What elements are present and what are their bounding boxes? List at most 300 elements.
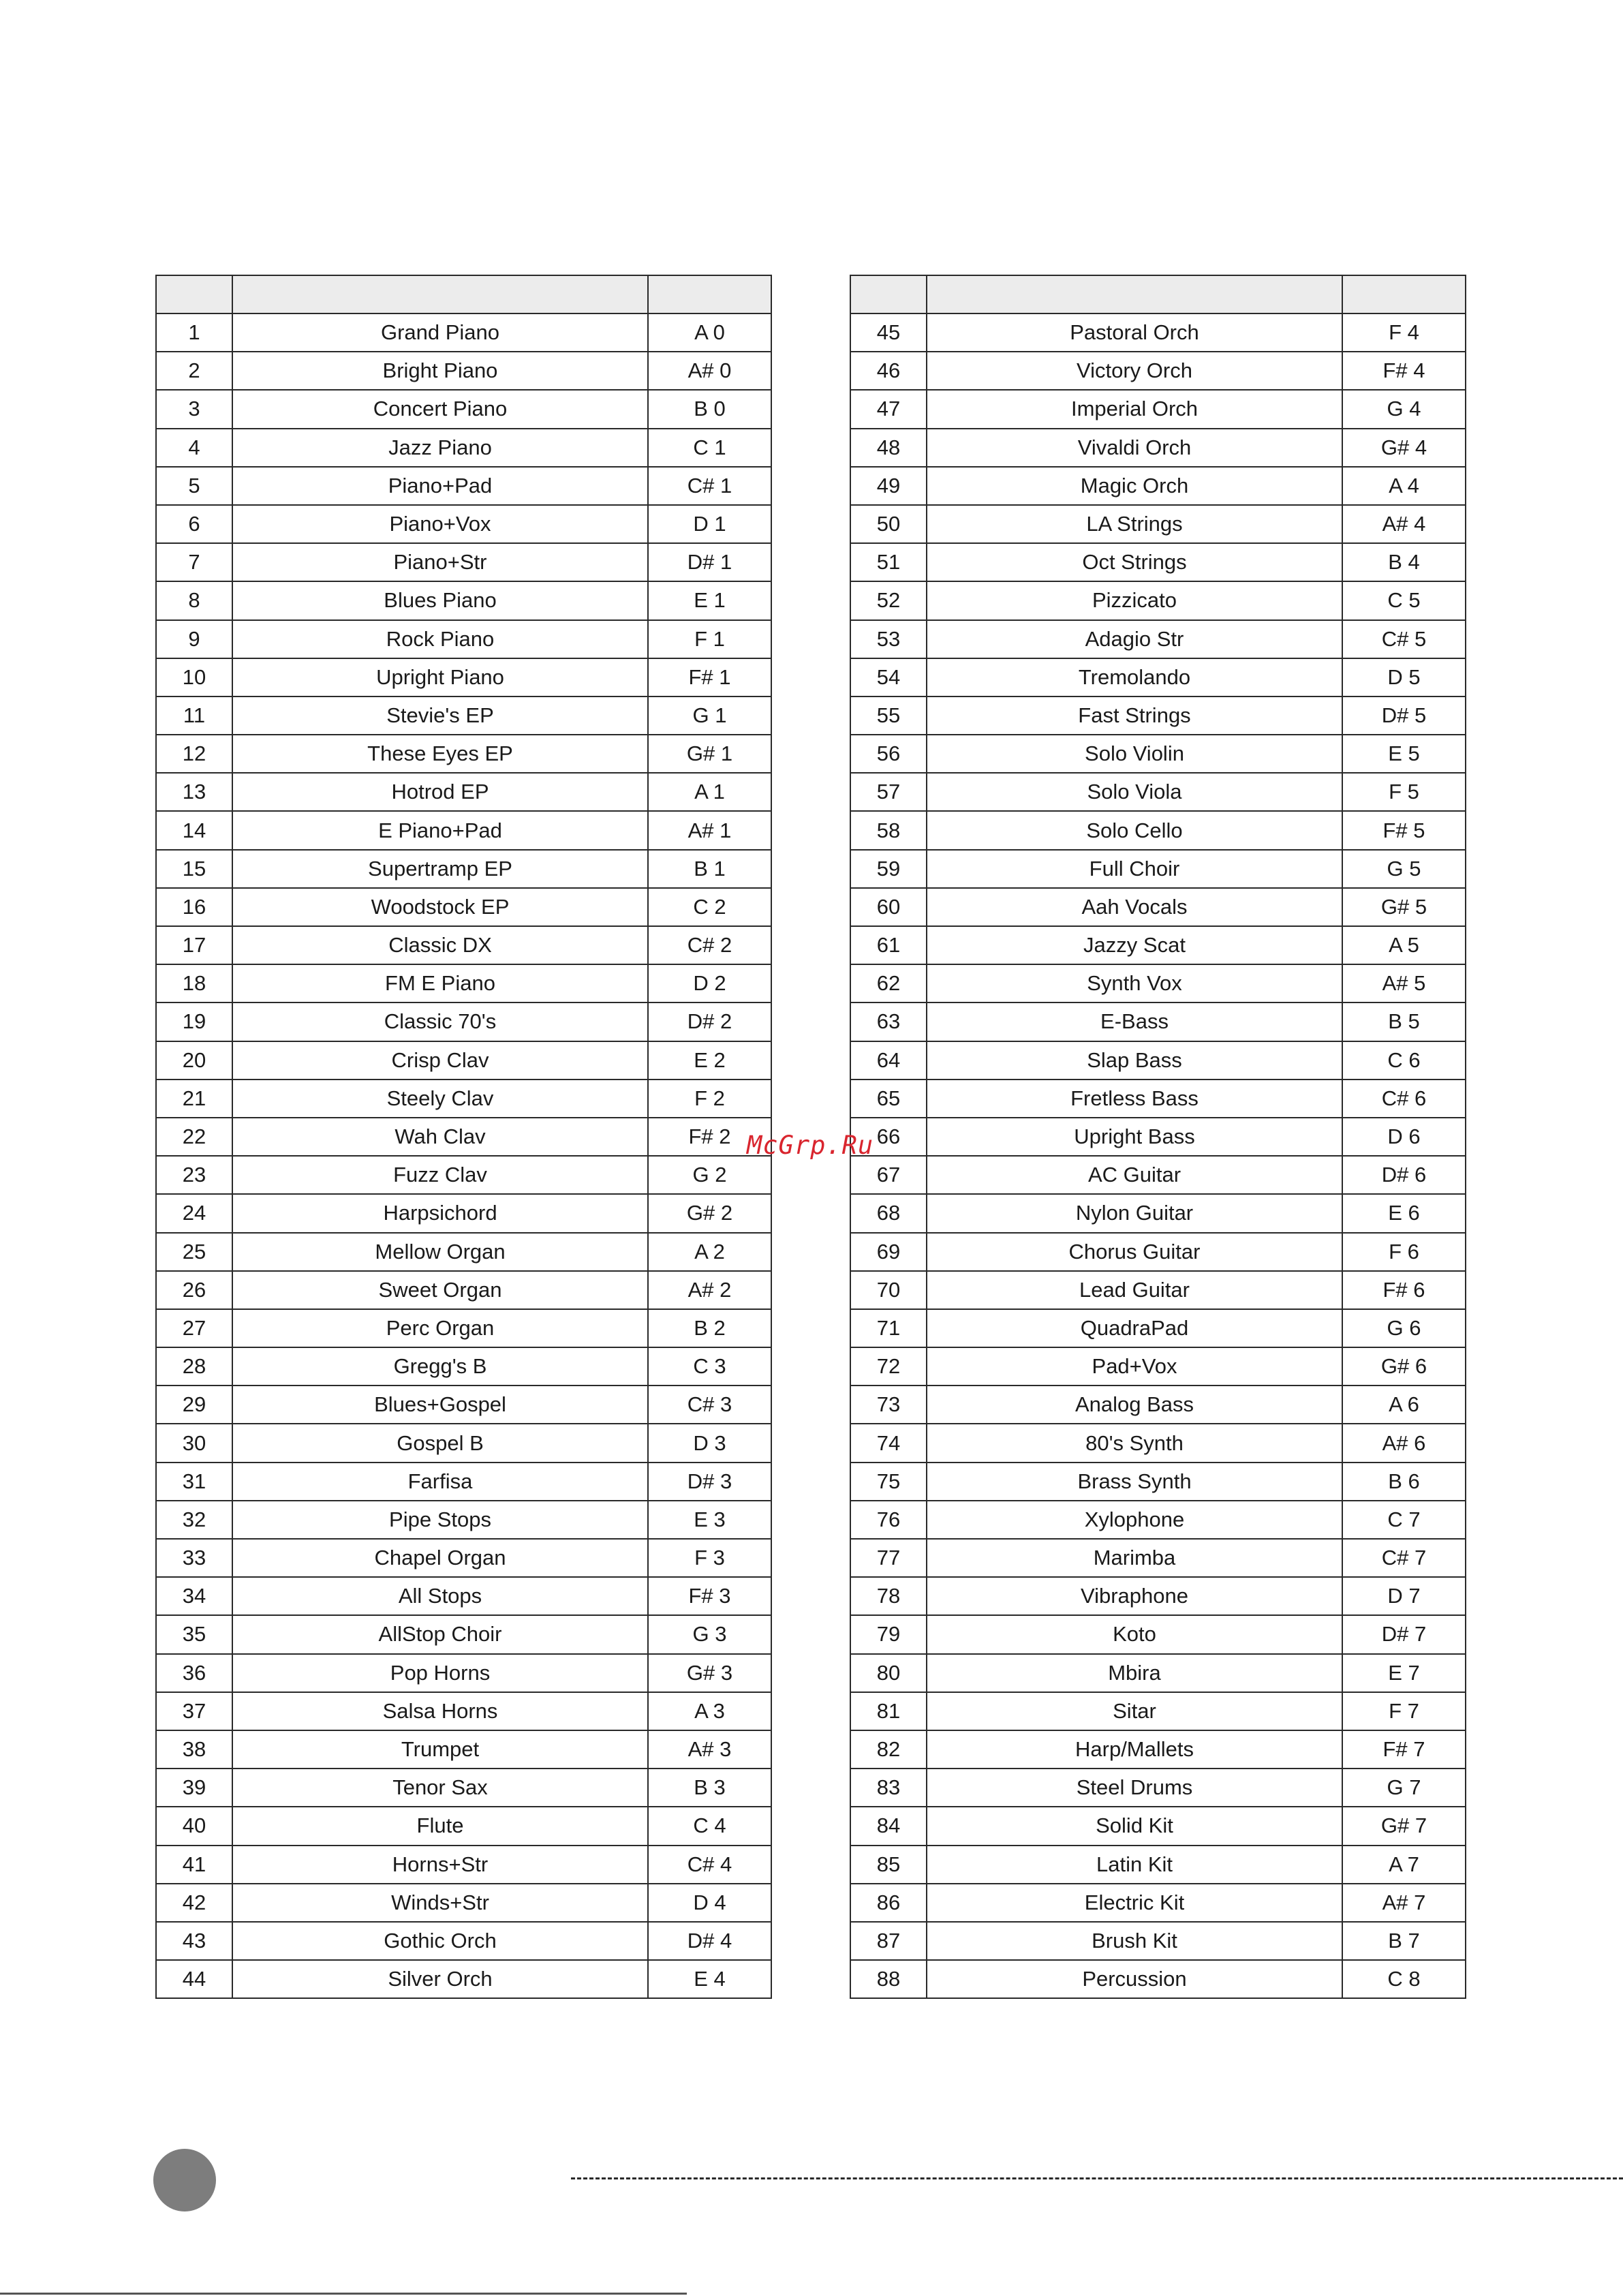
voice-name: FM E Piano (232, 964, 648, 1002)
voice-number: 2 (156, 352, 232, 390)
voice-name: Salsa Horns (232, 1692, 648, 1730)
voice-name: Latin Kit (927, 1846, 1342, 1884)
voice-number: 16 (156, 888, 232, 926)
voice-number: 80 (850, 1654, 927, 1692)
table-row (850, 1002, 1466, 1041)
table-row (850, 735, 1466, 773)
table-row (156, 1539, 771, 1577)
key-note: C# 1 (648, 467, 771, 505)
voice-number: 57 (850, 773, 927, 811)
key-note: C 2 (648, 888, 771, 926)
voice-name: Solid Kit (927, 1807, 1342, 1845)
table-row (850, 1884, 1466, 1922)
header-voice-name (927, 275, 1342, 313)
voice-name: Silver Orch (232, 1960, 648, 1998)
table-row (850, 1080, 1466, 1118)
key-note: C# 6 (1342, 1080, 1466, 1118)
table-row (156, 1807, 771, 1845)
voice-name: Grand Piano (232, 313, 648, 352)
table-row (156, 467, 771, 505)
key-note: D# 6 (1342, 1156, 1466, 1194)
voice-number: 60 (850, 888, 927, 926)
voice-name: Perc Organ (232, 1309, 648, 1347)
key-note: E 2 (648, 1041, 771, 1080)
voice-number: 70 (850, 1271, 927, 1309)
voice-number: 50 (850, 505, 927, 543)
voice-name: Piano+Str (232, 543, 648, 581)
voice-number: 75 (850, 1463, 927, 1501)
voice-number: 12 (156, 735, 232, 773)
key-note: C# 7 (1342, 1539, 1466, 1577)
key-note: G 6 (1342, 1309, 1466, 1347)
voice-name: Harpsichord (232, 1194, 648, 1232)
voice-name: Flute (232, 1807, 648, 1845)
key-note: G 5 (1342, 850, 1466, 888)
key-note: D# 1 (648, 543, 771, 581)
key-note: G 3 (648, 1615, 771, 1653)
voice-number: 46 (850, 352, 927, 390)
voice-number: 6 (156, 505, 232, 543)
header-number (850, 275, 927, 313)
voice-name: Pop Horns (232, 1654, 648, 1692)
voice-number: 32 (156, 1501, 232, 1539)
voice-number: 65 (850, 1080, 927, 1118)
voice-table-right (850, 275, 1466, 1999)
voice-number: 36 (156, 1654, 232, 1692)
table-row (156, 1080, 771, 1118)
table-row (156, 1577, 771, 1615)
voice-number: 56 (850, 735, 927, 773)
voice-name: Blues Piano (232, 581, 648, 619)
voice-number: 62 (850, 964, 927, 1002)
key-note: B 3 (648, 1769, 771, 1807)
voice-name: Jazzy Scat (927, 926, 1342, 964)
table-row (850, 850, 1466, 888)
key-note: G# 2 (648, 1194, 771, 1232)
key-note: A# 4 (1342, 505, 1466, 543)
voice-number: 61 (850, 926, 927, 964)
voice-name: Upright Piano (232, 658, 648, 697)
voice-number: 86 (850, 1884, 927, 1922)
voice-table-left (155, 275, 772, 1999)
voice-name: Classic DX (232, 926, 648, 964)
key-note: F 7 (1342, 1692, 1466, 1730)
key-note: E 4 (648, 1960, 771, 1998)
voice-name: Solo Viola (927, 773, 1342, 811)
voice-name: Vibraphone (927, 1577, 1342, 1615)
key-note: A 4 (1342, 467, 1466, 505)
key-note: F 4 (1342, 313, 1466, 352)
table-row (850, 352, 1466, 390)
voice-number: 87 (850, 1922, 927, 1960)
voice-rows (850, 313, 1466, 1998)
voice-number: 42 (156, 1884, 232, 1922)
voice-number: 3 (156, 390, 232, 428)
table-row (850, 1769, 1466, 1807)
table-row (156, 1041, 771, 1080)
voice-name: Upright Bass (927, 1118, 1342, 1156)
voice-name: LA Strings (927, 505, 1342, 543)
voice-name: Concert Piano (232, 390, 648, 428)
key-note: G# 4 (1342, 429, 1466, 467)
voice-name: Mellow Organ (232, 1233, 648, 1271)
voice-name: 80's Synth (927, 1424, 1342, 1462)
voice-name: Vivaldi Orch (927, 429, 1342, 467)
voice-number: 30 (156, 1424, 232, 1462)
table-row (156, 1002, 771, 1041)
voice-number: 9 (156, 620, 232, 658)
watermark: McGrp.Ru (747, 1131, 874, 1160)
table-row (850, 467, 1466, 505)
key-note: D 4 (648, 1884, 771, 1922)
table-row (850, 964, 1466, 1002)
table-row (156, 543, 771, 581)
key-note: G 2 (648, 1156, 771, 1194)
voice-number: 78 (850, 1577, 927, 1615)
key-note: D# 3 (648, 1463, 771, 1501)
key-note: A# 2 (648, 1271, 771, 1309)
table-row (850, 1386, 1466, 1424)
voice-number: 14 (156, 811, 232, 849)
voice-name: Fretless Bass (927, 1080, 1342, 1118)
voice-number: 69 (850, 1233, 927, 1271)
voice-number: 10 (156, 658, 232, 697)
voice-name: Gregg's B (232, 1347, 648, 1386)
table-row (850, 1424, 1466, 1462)
voice-name: Supertramp EP (232, 850, 648, 888)
table-row (156, 1922, 771, 1960)
key-note: E 6 (1342, 1194, 1466, 1232)
table-row (156, 581, 771, 619)
key-note: D 3 (648, 1424, 771, 1462)
voice-name: Adagio Str (927, 620, 1342, 658)
key-note: A 1 (648, 773, 771, 811)
table-row (850, 1730, 1466, 1769)
table-row (850, 1309, 1466, 1347)
key-note: B 5 (1342, 1002, 1466, 1041)
voice-number: 66 (850, 1118, 927, 1156)
voice-name: Tenor Sax (232, 1769, 648, 1807)
table-row (850, 1347, 1466, 1386)
table-row (156, 1615, 771, 1653)
voice-number: 55 (850, 697, 927, 735)
voice-name: Classic 70's (232, 1002, 648, 1041)
voice-name: AllStop Choir (232, 1615, 648, 1653)
table-row (850, 620, 1466, 658)
voice-number: 44 (156, 1960, 232, 1998)
key-note: G 1 (648, 697, 771, 735)
table-row (156, 1309, 771, 1347)
table-row (156, 1386, 771, 1424)
table-row (850, 429, 1466, 467)
key-note: A# 7 (1342, 1884, 1466, 1922)
key-note: F# 2 (648, 1118, 771, 1156)
key-note: B 4 (1342, 543, 1466, 581)
table-row (850, 1041, 1466, 1080)
table-row (156, 429, 771, 467)
table-row (156, 505, 771, 543)
voice-name: Piano+Vox (232, 505, 648, 543)
key-note: D 7 (1342, 1577, 1466, 1615)
key-note: G# 1 (648, 735, 771, 773)
key-note: C 3 (648, 1347, 771, 1386)
table-row (850, 1463, 1466, 1501)
table-row (156, 1156, 771, 1194)
voice-number: 67 (850, 1156, 927, 1194)
voice-name: Pizzicato (927, 581, 1342, 619)
voice-name: All Stops (232, 1577, 648, 1615)
voice-name: Jazz Piano (232, 429, 648, 467)
bottom-rule (0, 2293, 687, 2295)
key-note: A# 3 (648, 1730, 771, 1769)
table-row (156, 1654, 771, 1692)
key-note: B 0 (648, 390, 771, 428)
table-row (156, 811, 771, 849)
table-header-row (156, 275, 771, 313)
voice-name: Gospel B (232, 1424, 648, 1462)
voice-name: Horns+Str (232, 1846, 648, 1884)
voice-number: 15 (156, 850, 232, 888)
voice-number: 76 (850, 1501, 927, 1539)
key-note: F 6 (1342, 1233, 1466, 1271)
table-row (850, 1194, 1466, 1232)
key-note: G# 5 (1342, 888, 1466, 926)
key-note: E 3 (648, 1501, 771, 1539)
voice-number: 27 (156, 1309, 232, 1347)
key-note: C# 3 (648, 1386, 771, 1424)
voice-number: 37 (156, 1692, 232, 1730)
table-row (850, 1118, 1466, 1156)
voice-number: 33 (156, 1539, 232, 1577)
voice-name: Piano+Pad (232, 467, 648, 505)
voice-name: Solo Cello (927, 811, 1342, 849)
key-note: C# 2 (648, 926, 771, 964)
key-note: D# 2 (648, 1002, 771, 1041)
key-note: A# 5 (1342, 964, 1466, 1002)
voice-name: Xylophone (927, 1501, 1342, 1539)
table-row (850, 1960, 1466, 1998)
voice-name: Woodstock EP (232, 888, 648, 926)
voice-name: Imperial Orch (927, 390, 1342, 428)
key-note: G# 3 (648, 1654, 771, 1692)
voice-number: 74 (850, 1424, 927, 1462)
voice-number: 1 (156, 313, 232, 352)
table-row (850, 543, 1466, 581)
voice-number: 79 (850, 1615, 927, 1653)
key-note: F# 4 (1342, 352, 1466, 390)
key-note: D 1 (648, 505, 771, 543)
key-note: E 7 (1342, 1654, 1466, 1692)
table-row (850, 313, 1466, 352)
key-note: A 0 (648, 313, 771, 352)
voice-number: 23 (156, 1156, 232, 1194)
key-note: A 5 (1342, 926, 1466, 964)
voice-number: 18 (156, 964, 232, 1002)
key-note: A 6 (1342, 1386, 1466, 1424)
voice-name: Tremolando (927, 658, 1342, 697)
voice-number: 34 (156, 1577, 232, 1615)
voice-number: 59 (850, 850, 927, 888)
table-row (156, 964, 771, 1002)
voice-number: 24 (156, 1194, 232, 1232)
voice-number: 20 (156, 1041, 232, 1080)
voice-name: Stevie's EP (232, 697, 648, 735)
key-note: F 1 (648, 620, 771, 658)
table-row (850, 811, 1466, 849)
voice-number: 41 (156, 1846, 232, 1884)
key-note: D# 5 (1342, 697, 1466, 735)
table-row (156, 1846, 771, 1884)
key-note: G 7 (1342, 1769, 1466, 1807)
key-note: C 1 (648, 429, 771, 467)
voice-number: 7 (156, 543, 232, 581)
voice-name: Bright Piano (232, 352, 648, 390)
table-row (850, 581, 1466, 619)
voice-number: 72 (850, 1347, 927, 1386)
table-row (156, 1194, 771, 1232)
table-row (156, 888, 771, 926)
voice-name: Chapel Organ (232, 1539, 648, 1577)
table-row (156, 1271, 771, 1309)
table-row (156, 1347, 771, 1386)
voice-number: 22 (156, 1118, 232, 1156)
voice-name: Gothic Orch (232, 1922, 648, 1960)
voice-number: 28 (156, 1347, 232, 1386)
table-row (850, 1654, 1466, 1692)
voice-name: E-Bass (927, 1002, 1342, 1041)
voice-number: 63 (850, 1002, 927, 1041)
table-row (850, 1577, 1466, 1615)
voice-name: Full Choir (927, 850, 1342, 888)
key-note: F 5 (1342, 773, 1466, 811)
table-row (156, 390, 771, 428)
key-note: D 6 (1342, 1118, 1466, 1156)
table-row (156, 658, 771, 697)
voice-name: Fuzz Clav (232, 1156, 648, 1194)
voice-number: 85 (850, 1846, 927, 1884)
table-row (850, 1922, 1466, 1960)
table-row (156, 1424, 771, 1462)
voice-number: 71 (850, 1309, 927, 1347)
voice-name: Percussion (927, 1960, 1342, 1998)
key-note: C 6 (1342, 1041, 1466, 1080)
key-note: A# 6 (1342, 1424, 1466, 1462)
voice-name: AC Guitar (927, 1156, 1342, 1194)
voice-name: Lead Guitar (927, 1271, 1342, 1309)
voice-number: 54 (850, 658, 927, 697)
key-note: G# 7 (1342, 1807, 1466, 1845)
voice-name: Aah Vocals (927, 888, 1342, 926)
voice-name: Hotrod EP (232, 773, 648, 811)
voice-number: 38 (156, 1730, 232, 1769)
voice-number: 13 (156, 773, 232, 811)
voice-name: Electric Kit (927, 1884, 1342, 1922)
voice-number: 19 (156, 1002, 232, 1041)
voice-name: Mbira (927, 1654, 1342, 1692)
table-row (156, 1501, 771, 1539)
key-note: B 2 (648, 1309, 771, 1347)
table-row (850, 658, 1466, 697)
header-number (156, 275, 232, 313)
key-note: G 4 (1342, 390, 1466, 428)
voice-name: Sweet Organ (232, 1271, 648, 1309)
table-row (850, 1846, 1466, 1884)
voice-name: Brush Kit (927, 1922, 1342, 1960)
voice-name: Crisp Clav (232, 1041, 648, 1080)
voice-name: Trumpet (232, 1730, 648, 1769)
voice-name: Winds+Str (232, 1884, 648, 1922)
key-note: E 1 (648, 581, 771, 619)
voice-number: 48 (850, 429, 927, 467)
voice-number: 45 (850, 313, 927, 352)
table-row (156, 1960, 771, 1998)
table-row (156, 1692, 771, 1730)
table-row (156, 352, 771, 390)
table-row (156, 1463, 771, 1501)
voice-number: 49 (850, 467, 927, 505)
voice-number: 73 (850, 1386, 927, 1424)
voice-number: 4 (156, 429, 232, 467)
key-note: F# 1 (648, 658, 771, 697)
voice-name: Wah Clav (232, 1118, 648, 1156)
key-note: F# 5 (1342, 811, 1466, 849)
voice-name: Solo Violin (927, 735, 1342, 773)
voice-number: 82 (850, 1730, 927, 1769)
voice-name: QuadraPad (927, 1309, 1342, 1347)
voice-name: Brass Synth (927, 1463, 1342, 1501)
voice-name: Sitar (927, 1692, 1342, 1730)
table-row (156, 735, 771, 773)
table-row (850, 505, 1466, 543)
table-row (850, 888, 1466, 926)
table-row (156, 1730, 771, 1769)
key-note: B 6 (1342, 1463, 1466, 1501)
voice-number: 29 (156, 1386, 232, 1424)
table-row (156, 620, 771, 658)
key-note: C 5 (1342, 581, 1466, 619)
voice-number: 43 (156, 1922, 232, 1960)
voice-name: Analog Bass (927, 1386, 1342, 1424)
voice-name: Magic Orch (927, 467, 1342, 505)
key-note: F 3 (648, 1539, 771, 1577)
header-voice-name (232, 275, 648, 313)
table-row (156, 1118, 771, 1156)
voice-number: 83 (850, 1769, 927, 1807)
key-note: D 5 (1342, 658, 1466, 697)
voice-name: Steely Clav (232, 1080, 648, 1118)
key-note: C 7 (1342, 1501, 1466, 1539)
key-note: A 3 (648, 1692, 771, 1730)
voice-number: 51 (850, 543, 927, 581)
voice-name: Pipe Stops (232, 1501, 648, 1539)
voice-number: 81 (850, 1692, 927, 1730)
voice-number: 53 (850, 620, 927, 658)
table-row (850, 773, 1466, 811)
table-row (850, 1501, 1466, 1539)
key-note: F# 3 (648, 1577, 771, 1615)
voice-name: E Piano+Pad (232, 811, 648, 849)
voice-name: Pad+Vox (927, 1347, 1342, 1386)
voice-number: 88 (850, 1960, 927, 1998)
voice-name: Synth Vox (927, 964, 1342, 1002)
voice-name: Harp/Mallets (927, 1730, 1342, 1769)
key-note: B 7 (1342, 1922, 1466, 1960)
table-row (850, 1615, 1466, 1653)
voice-name: These Eyes EP (232, 735, 648, 773)
table-row (156, 1884, 771, 1922)
voice-name: Rock Piano (232, 620, 648, 658)
voice-number: 35 (156, 1615, 232, 1653)
